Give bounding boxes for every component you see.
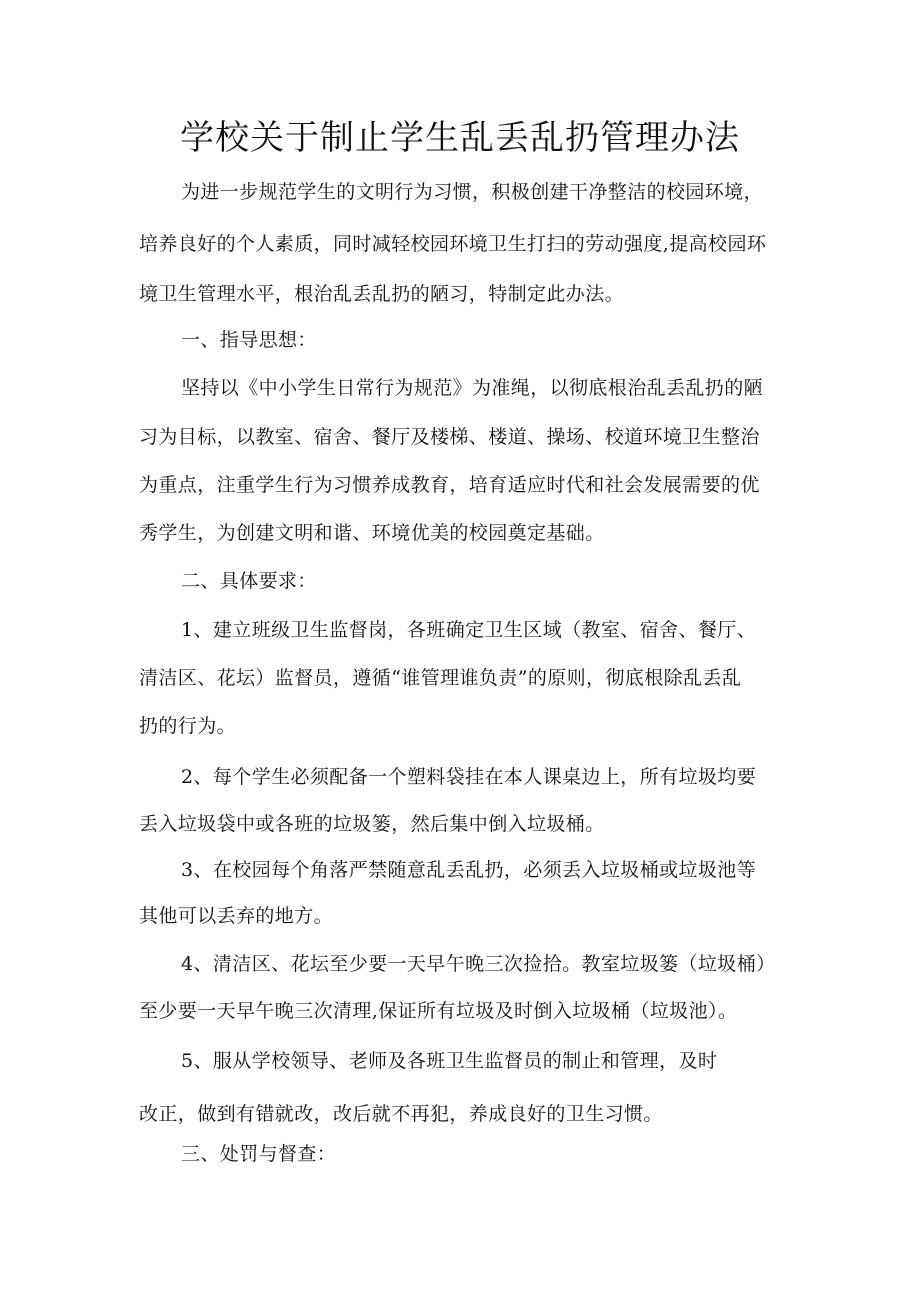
section-heading: 二、具体要求： — [181, 570, 317, 592]
body-line: 为重点，注重学生行为习惯养成教育，培育适应时代和社会发展需要的优 — [139, 474, 760, 496]
section-heading: 一、指导思想： — [181, 329, 317, 351]
document-title: 学校关于制止学生乱丢乱扔管理办法 — [180, 118, 740, 158]
body-line: 5、服从学校领导、老师及各班卫生监督员的制止和管理，及时 — [181, 1050, 718, 1072]
body-line: 改正，做到有错就改，改后就不再犯，养成良好的卫生习惯。 — [139, 1103, 663, 1125]
body-line: 为进一步规范学生的文明行为习惯，积极创建干净整洁的校园环境， — [181, 181, 764, 203]
body-line: 1、建立班级卫生监督岗，各班确定卫生区域（教室、宿舍、餐厅、 — [181, 619, 757, 641]
body-line: 3、在校园每个角落严禁随意乱丢乱扔，必须丢入垃圾桶或垃圾池等 — [181, 859, 757, 881]
body-line: 秀学生，为创建文明和谐、环境优美的校园奠定基础。 — [139, 522, 605, 544]
body-line: 坚持以《中小学生日常行为规范》为准绳，以彻底根治乱丢乱扔的陋 — [181, 377, 764, 399]
body-line: 丢入垃圾袋中或各班的垃圾篓，然后集中倒入垃圾桶。 — [139, 813, 605, 835]
body-line: 培养良好的个人素质，同时减轻校园环境卫生打扫的劳动强度,提高校园环 — [139, 233, 767, 255]
body-line: 其他可以丢弃的地方。 — [139, 905, 334, 927]
body-line: 4、清洁区、花坛至少要一天早午晚三次捡拾。教室垃圾篓（垃圾桶） — [181, 953, 776, 975]
body-line: 境卫生管理水平，根治乱丢乱扔的陋习，特制定此办法。 — [139, 283, 625, 305]
section-heading: 三、处罚与督查： — [181, 1143, 337, 1165]
body-line: 扔的行为。 — [139, 715, 237, 737]
body-line: 2、每个学生必须配备一个塑料袋挂在本人课桌边上，所有垃圾均要 — [181, 766, 757, 788]
body-line: 习为目标，以教室、宿舍、餐厅及楼梯、楼道、操场、校道环境卫生整治 — [139, 426, 760, 448]
body-line: 至少要一天早午晚三次清理,保证所有垃圾及时倒入垃圾桶（垃圾池）。 — [139, 1000, 738, 1022]
body-line: 清洁区、花坛）监督员，遵循“谁管理谁负责”的原则，彻底根除乱丢乱 — [139, 667, 742, 689]
